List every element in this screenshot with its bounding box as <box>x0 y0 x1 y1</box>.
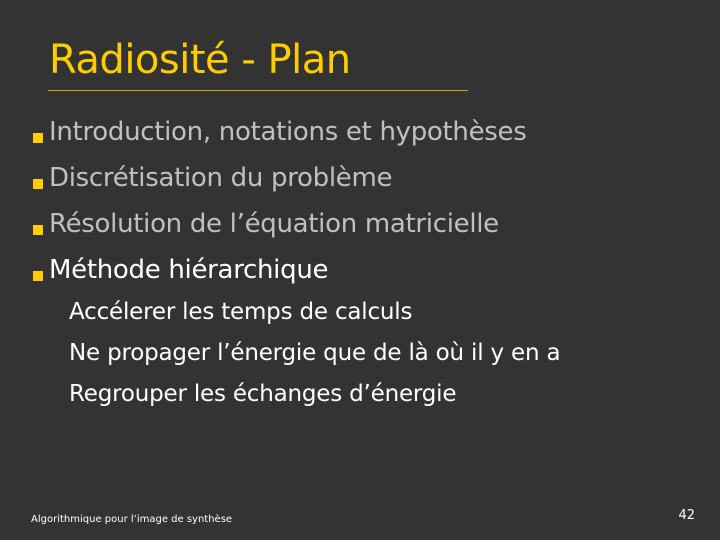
square-bullet-icon <box>33 225 43 235</box>
square-bullet-icon <box>33 179 43 189</box>
square-bullet-icon <box>33 271 43 281</box>
bullet-text: Introduction, notations et hypothèses <box>49 117 527 147</box>
bullet-item-introduction <box>33 112 527 158</box>
sub-item-propager: Ne propager l’énergie que de là où il y en a <box>69 340 561 366</box>
sub-bullet-list <box>69 293 560 416</box>
sub-item-accelerer: Accélerer les temps de calculs <box>69 299 413 325</box>
slide-footer: Algorithmique pour l’image de synthèse <box>31 514 233 525</box>
bullet-text: Méthode hiérarchique <box>49 255 329 285</box>
bullet-text: Résolution de l’équation matricielle <box>49 209 499 239</box>
title-underline <box>48 90 468 91</box>
page-number: 42 <box>678 508 695 523</box>
bullet-text: Discrétisation du problème <box>49 163 393 193</box>
square-bullet-icon <box>33 133 43 143</box>
bullet-item-discretisation <box>33 158 527 204</box>
bullet-list <box>33 112 527 296</box>
bullet-item-resolution <box>33 204 527 250</box>
slide-title: Radiosité - Plan <box>49 37 351 83</box>
sub-item-regrouper: Regrouper les échanges d’énergie <box>69 381 457 407</box>
bullet-item-methode-hierarchique <box>33 250 527 296</box>
